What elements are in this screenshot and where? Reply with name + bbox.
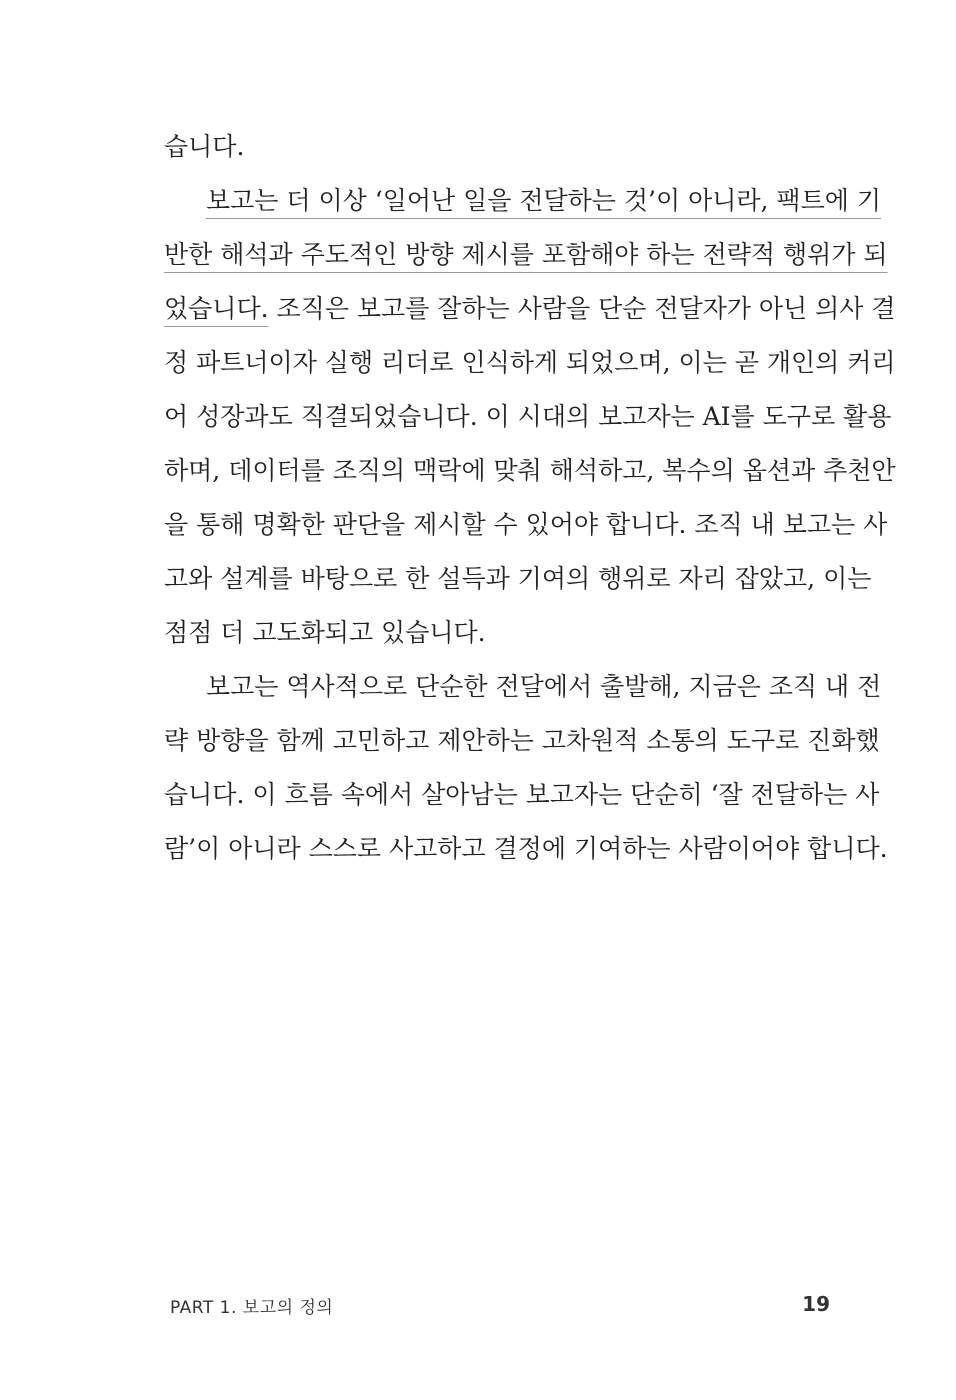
page-number: 19 xyxy=(802,1292,830,1316)
underlined-text: 보고는 더 이상 ‘일어난 일을 전달하는 것’이 아니라, 팩트에 기 xyxy=(206,186,881,215)
text-line: 정 파트너이자 실행 리더로 인식하게 되었으며, 이는 곧 개인의 커리 xyxy=(164,348,896,377)
paragraph xyxy=(164,174,896,660)
text-line: 어 성장과도 직결되었습니다. 이 시대의 보고자는 AI를 도구로 활용 xyxy=(164,402,892,431)
underlined-text: 었습니다. xyxy=(164,294,269,323)
text-line: 고와 설계를 바탕으로 한 설득과 기여의 행위로 자리 잡았고, 이는 xyxy=(164,564,872,593)
text-line: 점점 더 고도화되고 있습니다. xyxy=(164,618,486,647)
text-line: 보고는 역사적으로 단순한 전달에서 출발해, 지금은 조직 내 전 xyxy=(206,672,882,701)
text-line: 람’이 아니라 스스로 사고하고 결정에 기여하는 사람이어야 합니다. xyxy=(164,834,888,863)
text-line: 습니다. 이 흐름 속에서 살아남는 보고자는 단순히 ‘잘 전달하는 사 xyxy=(164,780,880,809)
text-line: 략 방향을 함께 고민하고 제안하는 고차원적 소통의 도구로 진화했 xyxy=(164,726,880,755)
page-body xyxy=(164,120,896,876)
text-line xyxy=(164,282,896,336)
text-span: 조직은 보고를 잘하는 사람을 단순 전달자가 아닌 의사 결 xyxy=(268,294,896,323)
text-line xyxy=(164,174,881,228)
text-line: 하며, 데이터를 조직의 맥락에 맞춰 해석하고, 복수의 옵션과 추천안 xyxy=(164,456,896,485)
paragraph xyxy=(164,660,888,876)
text-line: 습니다. xyxy=(164,132,245,161)
underlined-text: 반한 해석과 주도적인 방향 제시를 포함해야 하는 전략적 행위가 되 xyxy=(164,240,888,269)
running-footer: PART 1. 보고의 정의 xyxy=(170,1298,334,1318)
text-line xyxy=(164,228,888,282)
text-line: 을 통해 명확한 판단을 제시할 수 있어야 합니다. 조직 내 보고는 사 xyxy=(164,510,888,539)
